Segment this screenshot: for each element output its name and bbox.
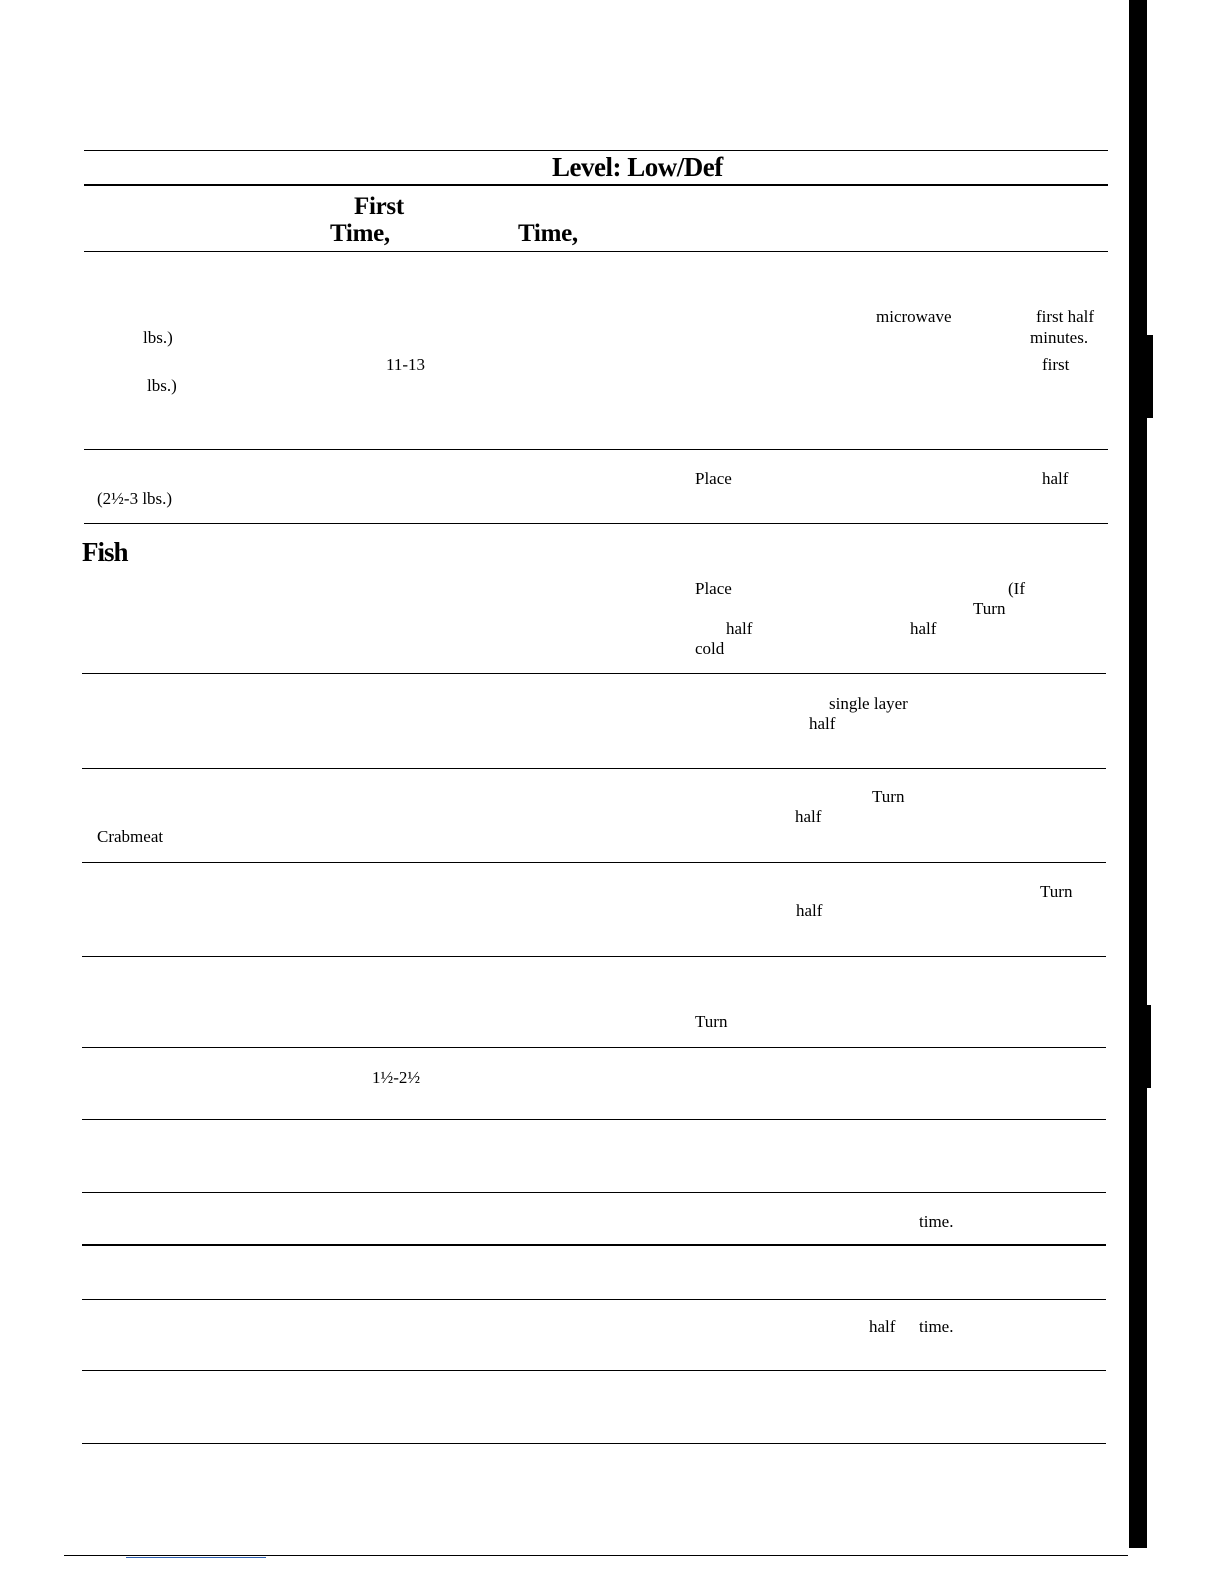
note-fragment: half — [795, 807, 822, 826]
right-edge-bar — [1129, 0, 1147, 1548]
time-value: 1½-2½ — [372, 1068, 421, 1087]
note-fragment: cold — [695, 639, 725, 658]
note-fragment: first — [1042, 355, 1070, 374]
row-rule-8 — [82, 1119, 1106, 1120]
header-rule — [84, 184, 1108, 186]
footer-link-rule — [126, 1557, 266, 1558]
col-header-time-2: Time, — [518, 220, 578, 247]
page-bottom-rule — [64, 1555, 1128, 1556]
note-fragment: Turn — [1040, 882, 1073, 901]
note-fragment: half — [796, 901, 823, 920]
weight-label: lbs.) — [143, 328, 173, 347]
col-header-first: First — [354, 193, 404, 220]
weight-label: (2½-3 lbs.) — [97, 489, 173, 508]
row-rule-11 — [82, 1299, 1106, 1300]
note-fragment: half — [910, 619, 937, 638]
table-top-rule — [84, 150, 1108, 151]
note-fragment: half — [1042, 469, 1069, 488]
note-fragment: single layer — [829, 694, 908, 713]
note-fragment: Turn — [973, 599, 1006, 618]
row-rule-4 — [82, 768, 1106, 769]
row-rule-6 — [82, 956, 1106, 957]
row-rule-7 — [82, 1047, 1106, 1048]
row-rule-9 — [82, 1192, 1106, 1193]
row-rule-12 — [82, 1370, 1106, 1371]
right-edge-tab — [1145, 335, 1153, 418]
note-fragment: Place — [695, 579, 732, 598]
header-bottom-rule — [84, 251, 1108, 252]
note-fragment: half — [809, 714, 836, 733]
note-fragment: time. — [919, 1317, 954, 1336]
row-rule-10 — [82, 1244, 1106, 1246]
note-fragment: Turn — [872, 787, 905, 806]
note-fragment: minutes. — [1030, 328, 1089, 347]
note-fragment: time. — [919, 1212, 954, 1231]
row-rule-2 — [84, 523, 1108, 524]
section-title-fish: Fish — [82, 537, 128, 567]
right-edge-tab — [1145, 1005, 1151, 1088]
level-title: Level: Low/Def — [552, 152, 723, 182]
row-rule-5 — [82, 862, 1106, 863]
note-fragment: Place — [695, 469, 732, 488]
note-fragment: (If — [1008, 579, 1025, 598]
note-fragment: microwave — [876, 307, 952, 326]
time-value: 11-13 — [386, 355, 426, 374]
row-rule-13 — [82, 1443, 1106, 1444]
note-fragment: half — [869, 1317, 896, 1336]
row-rule-3 — [82, 673, 1106, 674]
note-fragment: half — [726, 619, 753, 638]
col-header-time-1: Time, — [330, 220, 390, 247]
weight-label: lbs.) — [147, 376, 177, 395]
note-fragment: Turn — [695, 1012, 728, 1031]
row-rule-1 — [84, 449, 1108, 450]
item-label: Crabmeat — [97, 827, 164, 846]
note-fragment: first half — [1036, 307, 1095, 326]
